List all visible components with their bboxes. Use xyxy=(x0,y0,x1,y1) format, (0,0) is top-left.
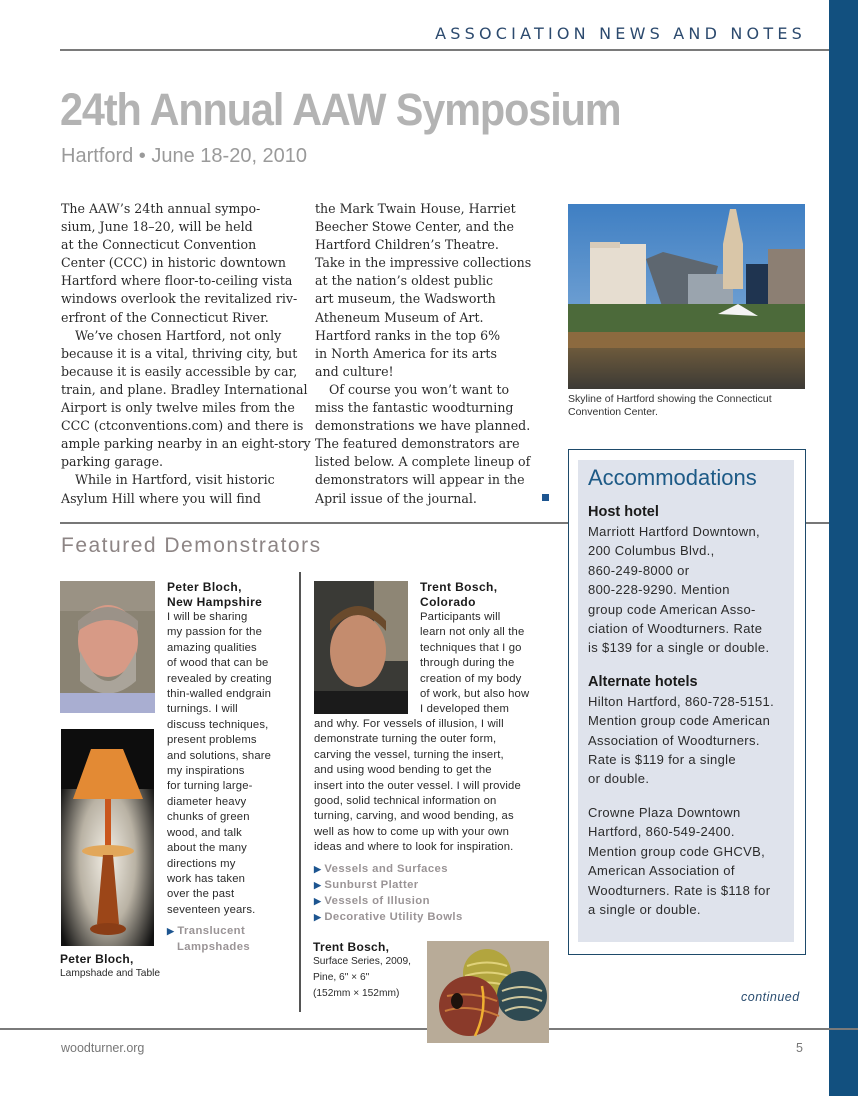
text-line: chunks of green xyxy=(167,811,250,824)
alternate-hotel-hilton xyxy=(588,692,793,789)
text-line: turnings. I will xyxy=(167,703,238,716)
peter-bloch-bio xyxy=(167,580,297,955)
paragraph xyxy=(315,381,555,508)
topic-item xyxy=(314,861,559,877)
demonstrator-location: New Hampshire xyxy=(167,595,263,609)
skyline-photo xyxy=(568,204,805,389)
text-line: seventeen years. xyxy=(167,903,256,916)
text-line: and why. For vessels of illusion, I will xyxy=(314,718,504,730)
text-line: Center (CCC) in historic downtown xyxy=(61,255,287,271)
text-line: in North America for its arts xyxy=(315,345,497,361)
text-line: The featured demonstrators are xyxy=(315,436,520,452)
art-caption-name: Peter Bloch, xyxy=(60,952,134,966)
portrait-image xyxy=(60,581,155,713)
text-line: and using wood bending to get the xyxy=(314,764,492,777)
text-line: of work, but also how xyxy=(420,688,530,701)
text-line: listed below. A complete lineup of xyxy=(315,454,531,470)
text-line: and solutions, share xyxy=(167,749,272,762)
text-line: discuss techniques, xyxy=(167,718,269,731)
text-line: diameter heavy xyxy=(167,795,247,808)
text-line: Mention group code American xyxy=(588,713,771,729)
bullet-triangle-icon: ▶ xyxy=(314,863,322,874)
accommodations-content xyxy=(588,462,793,933)
featured-demonstrators-heading: Featured Demonstrators xyxy=(61,534,322,557)
topic-label: Lampshades xyxy=(177,941,251,954)
text-line: group code American Asso- xyxy=(588,601,756,617)
text-line: demonstrate turning the outer form, xyxy=(314,733,497,746)
page-title: 24th Annual AAW Symposium xyxy=(60,84,621,135)
text-line: well as how to come up with your own xyxy=(314,825,510,838)
text-line: the Mark Twain House, Harriet xyxy=(315,201,516,216)
text-line: insert into the outer vessel. I will provide xyxy=(314,779,521,792)
text-line: is $139 for a single or double. xyxy=(588,640,770,656)
topic-label: Vessels of Illusion xyxy=(324,894,430,907)
topic-item xyxy=(167,923,297,939)
text-line: sium, June 18–20, will be held xyxy=(61,219,253,235)
text-line: directions my xyxy=(167,857,236,870)
text-line: good, solid technical information on xyxy=(314,795,497,808)
trent-bosch-bio-body xyxy=(314,717,559,925)
text-line: techniques that I go xyxy=(420,641,522,654)
text-line: for turning large- xyxy=(167,780,253,793)
paragraph xyxy=(61,471,301,507)
text-line: through during the xyxy=(420,657,515,670)
text-line: Hartford, 860-549-2400. xyxy=(588,824,735,840)
topic-label: Translucent xyxy=(177,925,246,938)
bullet-triangle-icon: ▶ xyxy=(314,879,322,890)
caption-line: Convention Center. xyxy=(568,406,658,418)
text-line: 860-249-8000 or xyxy=(588,562,690,578)
text-line: Asylum Hill where you will find xyxy=(61,490,261,506)
text-line: thin-walled endgrain xyxy=(167,688,272,701)
footer-website: woodturner.org xyxy=(61,1041,145,1055)
art-caption-text xyxy=(313,954,423,1002)
text-line: 800-228-9290. Mention xyxy=(588,582,730,598)
text-line: Hartford Children’s Theatre. xyxy=(315,237,499,253)
text-line: at the nation’s oldest public xyxy=(315,273,494,289)
text-line: carving the vessel, turning the insert, xyxy=(314,748,504,761)
demonstrator-topics xyxy=(314,861,559,925)
text-line: a single or double. xyxy=(588,901,701,917)
page-edge-color-bar xyxy=(829,0,858,1096)
text-line: work has taken xyxy=(167,872,246,885)
text-line: Surface Series, 2009, xyxy=(313,956,411,967)
accommodations-title: Accommodations xyxy=(588,465,757,490)
text-line: or double. xyxy=(588,771,650,787)
text-line: American Association of xyxy=(588,863,735,879)
page-subtitle: Hartford • June 18-20, 2010 xyxy=(61,145,308,167)
text-line: I developed them xyxy=(420,703,510,716)
topic-item-continued xyxy=(167,939,297,955)
host-hotel-heading: Host hotel xyxy=(588,504,659,520)
trent-bosch-bio-header xyxy=(420,580,555,718)
text-line: about the many xyxy=(167,842,247,855)
topic-label: Sunburst Platter xyxy=(324,878,419,891)
peter-bloch-portrait xyxy=(60,581,155,713)
text-line: and culture! xyxy=(315,363,394,379)
text-line: windows overlook the revitalized riv- xyxy=(61,291,298,307)
header-rule xyxy=(60,49,829,51)
text-line: Woodturners. Rate is $118 for xyxy=(588,882,771,898)
text-line: Take in the impressive collections xyxy=(315,255,532,271)
paragraph xyxy=(61,200,301,327)
text-line: ideas and where to look for inspiration. xyxy=(314,841,514,854)
topic-item xyxy=(314,877,559,893)
text-line: Association of Woodturners. xyxy=(588,732,760,748)
text-line: amazing qualities xyxy=(167,641,257,654)
column-divider xyxy=(299,572,301,1012)
paragraph xyxy=(61,327,311,472)
text-line: train, and plane. Bradley International xyxy=(61,381,308,397)
article-end-mark-icon xyxy=(542,494,549,501)
text-line: at the Connecticut Convention xyxy=(61,237,257,253)
continued-label: continued xyxy=(741,990,800,1004)
text-line: creation of my body xyxy=(420,672,522,685)
text-line: present problems xyxy=(167,734,257,747)
text-line: April issue of the journal. xyxy=(315,490,477,506)
trent-bosch-portrait xyxy=(314,581,408,714)
bullet-triangle-icon: ▶ xyxy=(314,911,322,922)
peter-bloch-lamp-photo xyxy=(61,729,154,946)
text-line: CCC (ctconventions.com) and there is xyxy=(61,418,304,434)
text-line: (152mm × 152mm) xyxy=(313,988,400,999)
demonstrator-description-wide xyxy=(314,717,559,856)
text-line: Hartford ranks in the top 6% xyxy=(315,327,501,343)
text-line: Airport is only twelve miles from the xyxy=(61,400,295,416)
section-header: ASSOCIATION NEWS AND NOTES xyxy=(435,24,806,43)
page-number: 5 xyxy=(796,1041,803,1055)
topic-label: Decorative Utility Bowls xyxy=(324,910,463,923)
trent-bosch-art-caption xyxy=(313,940,423,1002)
text-line: demonstrators will appear in the xyxy=(315,472,525,488)
text-line: Hartford where floor-to-ceiling vista xyxy=(61,273,293,289)
demonstrator-location: Colorado xyxy=(420,595,476,609)
topic-label: Vessels and Surfaces xyxy=(324,862,448,875)
text-line: ample parking nearby in an eight-story xyxy=(61,436,311,452)
text-line: 200 Columbus Blvd., xyxy=(588,543,715,559)
text-line: Participants will xyxy=(420,611,501,623)
text-line: because it is a vital, thriving city, but xyxy=(61,345,298,361)
text-line: art museum, the Wadsworth xyxy=(315,291,496,307)
host-hotel-info xyxy=(588,522,793,658)
art-caption-name: Trent Bosch, xyxy=(313,940,390,954)
lamp-artwork-image xyxy=(61,729,154,946)
alternate-hotels-heading: Alternate hotels xyxy=(588,673,698,690)
text-line: Hilton Hartford, 860-728-5151. xyxy=(588,693,775,709)
text-line: Rate is $119 for a single xyxy=(588,752,736,768)
vessels-artwork-image xyxy=(427,941,549,1043)
text-line: Crowne Plaza Downtown xyxy=(588,804,741,820)
text-line: learn not only all the xyxy=(420,626,525,639)
text-line: revealed by creating xyxy=(167,672,272,685)
text-line: We’ve chosen Hartford, not only xyxy=(75,327,282,343)
portrait-image xyxy=(314,581,408,714)
topic-item xyxy=(314,893,559,909)
text-line: Atheneum Museum of Art. xyxy=(315,309,484,325)
text-line: Beecher Stowe Center, and the xyxy=(315,219,514,235)
demonstrator-description xyxy=(167,610,297,918)
trent-bosch-vessels-photo xyxy=(427,941,549,1043)
text-line: While in Hartford, visit historic xyxy=(75,472,275,488)
text-line: my inspirations xyxy=(167,765,245,778)
demonstrator-description-narrow xyxy=(420,610,555,718)
peter-bloch-art-caption xyxy=(60,952,180,982)
demonstrator-name: Peter Bloch, xyxy=(167,580,242,594)
text-line: Pine, 6" × 6" xyxy=(313,972,370,983)
caption-line: Skyline of Hartford showing the Connecticut xyxy=(568,393,772,405)
text-line: because it is easily accessible by car, xyxy=(61,363,298,379)
text-line: parking garage. xyxy=(61,454,164,470)
text-line: demonstrations we have planned. xyxy=(315,418,531,434)
text-line: miss the fantastic woodturning xyxy=(315,400,514,416)
text-line: over the past xyxy=(167,888,235,901)
text-line: my passion for the xyxy=(167,626,263,639)
art-caption-text: Lampshade and Table xyxy=(60,968,161,979)
text-line: The AAW’s 24th annual sympo- xyxy=(61,201,261,216)
text-line: Of course you won’t want to xyxy=(329,381,510,397)
article-column-2 xyxy=(315,200,555,508)
bullet-triangle-icon: ▶ xyxy=(167,926,175,937)
text-line: I will be sharing xyxy=(167,611,248,623)
topic-item xyxy=(314,909,559,925)
alternate-hotel-crowne-plaza xyxy=(588,803,793,919)
bullet-triangle-icon: ▶ xyxy=(314,895,322,906)
text-line: ciation of Woodturners. Rate xyxy=(588,621,763,637)
text-line: erfront of the Connecticut River. xyxy=(61,309,269,325)
paragraph xyxy=(315,200,555,381)
skyline-image xyxy=(568,204,805,389)
demonstrator-name: Trent Bosch, xyxy=(420,580,498,594)
skyline-caption xyxy=(568,393,808,419)
text-line: turning, carving, and wood bending, as xyxy=(314,810,514,823)
text-line: Mention group code GHCVB, xyxy=(588,843,766,859)
text-line: Marriott Hartford Downtown, xyxy=(588,524,761,539)
text-line: wood, and talk xyxy=(167,826,242,839)
article-column-1 xyxy=(61,200,311,508)
text-line: of wood that can be xyxy=(167,657,269,670)
demonstrator-topics xyxy=(167,923,297,955)
